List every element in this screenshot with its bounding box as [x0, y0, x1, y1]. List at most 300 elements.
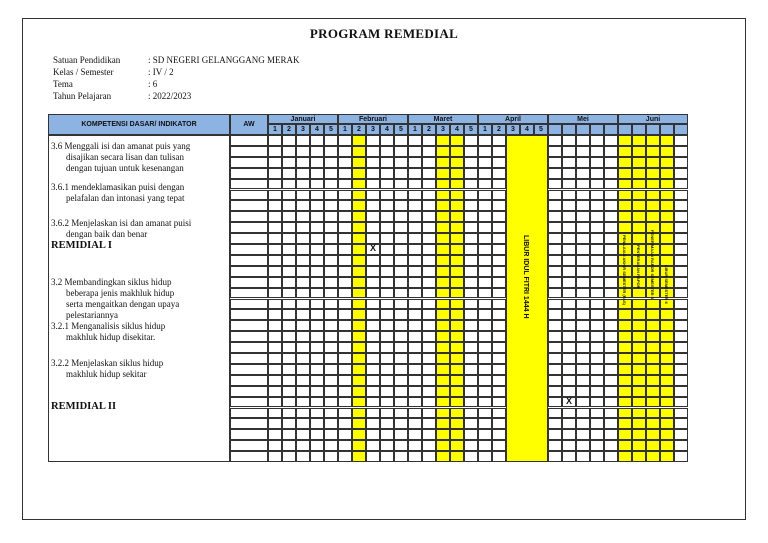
table-cell	[380, 211, 394, 222]
table-cell	[632, 299, 646, 310]
table-cell	[282, 320, 296, 331]
table-cell	[632, 233, 646, 244]
table-cell	[618, 364, 632, 375]
table-cell	[282, 168, 296, 179]
table-cell	[576, 146, 590, 157]
table-cell	[674, 157, 688, 168]
table-cell	[268, 135, 282, 146]
table-cell	[366, 375, 380, 386]
kd-line: 3.6 Menggali isi dan amanat puis yang	[51, 141, 191, 151]
table-cell	[548, 408, 562, 419]
header-week	[646, 124, 660, 135]
table-cell	[548, 440, 562, 451]
table-cell	[562, 375, 576, 386]
table-cell	[618, 331, 632, 342]
table-cell	[548, 222, 562, 233]
table-cell	[464, 190, 478, 201]
table-cell	[352, 299, 366, 310]
table-cell	[394, 244, 408, 255]
aw-cell	[230, 429, 268, 440]
remedial-table	[48, 114, 688, 462]
table-cell	[422, 200, 436, 211]
table-cell	[268, 364, 282, 375]
table-cell	[296, 386, 310, 397]
table-cell	[380, 364, 394, 375]
table-cell	[310, 408, 324, 419]
table-cell	[618, 190, 632, 201]
table-cell	[464, 233, 478, 244]
table-cell	[338, 309, 352, 320]
table-cell	[352, 233, 366, 244]
kd-line: makhluk hidup disekitar.	[66, 332, 156, 342]
table-cell	[548, 320, 562, 331]
table-cell	[450, 146, 464, 157]
table-cell	[464, 168, 478, 179]
table-cell	[436, 429, 450, 440]
table-cell	[366, 211, 380, 222]
table-cell	[324, 266, 338, 277]
table-cell	[352, 429, 366, 440]
table-cell	[408, 364, 422, 375]
table-cell	[632, 386, 646, 397]
kd-line: pelafalan dan intonasi yang tepat	[66, 193, 185, 203]
table-cell	[310, 168, 324, 179]
table-cell	[576, 277, 590, 288]
table-cell	[478, 375, 492, 386]
table-cell	[310, 353, 324, 364]
header-month-april: April	[478, 114, 548, 124]
table-cell	[548, 342, 562, 353]
table-cell	[268, 277, 282, 288]
table-cell	[324, 342, 338, 353]
table-cell	[296, 190, 310, 201]
table-cell	[268, 386, 282, 397]
table-cell	[310, 288, 324, 299]
table-cell	[464, 386, 478, 397]
table-cell	[366, 418, 380, 429]
table-cell	[646, 299, 660, 310]
table-cell	[646, 353, 660, 364]
header-week	[618, 124, 632, 135]
table-cell	[590, 429, 604, 440]
table-cell	[310, 451, 324, 462]
table-cell	[618, 440, 632, 451]
table-cell	[492, 440, 506, 451]
table-cell	[478, 168, 492, 179]
table-cell	[352, 440, 366, 451]
table-cell	[548, 157, 562, 168]
table-cell	[450, 233, 464, 244]
table-cell	[380, 451, 394, 462]
table-cell	[408, 200, 422, 211]
table-cell	[324, 168, 338, 179]
table-cell	[408, 244, 422, 255]
table-cell	[268, 233, 282, 244]
table-cell	[674, 331, 688, 342]
table-cell	[296, 200, 310, 211]
table-cell	[408, 135, 422, 146]
table-cell	[422, 222, 436, 233]
table-cell	[632, 146, 646, 157]
table-cell	[296, 353, 310, 364]
table-cell	[394, 429, 408, 440]
table-cell	[492, 157, 506, 168]
table-cell	[352, 288, 366, 299]
table-cell	[324, 397, 338, 408]
table-cell	[562, 179, 576, 190]
table-cell	[618, 418, 632, 429]
aw-cell	[230, 320, 268, 331]
table-cell	[408, 211, 422, 222]
table-cell	[380, 320, 394, 331]
table-cell	[450, 179, 464, 190]
table-cell	[366, 299, 380, 310]
table-cell	[646, 146, 660, 157]
page-title: PROGRAM REMEDIAL	[309, 26, 459, 41]
table-cell	[324, 353, 338, 364]
remedial-heading: REMIDIAL I	[51, 240, 112, 251]
table-cell	[422, 135, 436, 146]
aw-cell	[230, 277, 268, 288]
table-cell	[422, 418, 436, 429]
table-cell	[450, 386, 464, 397]
table-cell	[450, 190, 464, 201]
table-cell	[310, 309, 324, 320]
table-cell	[352, 222, 366, 233]
juni-label: PENILAIAN AKHIR SEMESTER (PAS)	[622, 235, 627, 306]
table-cell	[660, 375, 674, 386]
table-cell	[310, 418, 324, 429]
table-cell	[604, 397, 618, 408]
table-cell	[282, 222, 296, 233]
aw-cell	[230, 440, 268, 451]
aw-cell	[230, 353, 268, 364]
table-cell	[646, 309, 660, 320]
table-cell	[450, 255, 464, 266]
table-cell	[366, 288, 380, 299]
table-cell	[604, 200, 618, 211]
table-cell	[422, 309, 436, 320]
table-cell	[604, 277, 618, 288]
kd-line: beberapa jenis makhluk hidup	[66, 288, 175, 298]
table-cell	[324, 222, 338, 233]
table-cell	[296, 342, 310, 353]
table-cell	[478, 320, 492, 331]
table-cell	[674, 255, 688, 266]
table-cell	[296, 408, 310, 419]
table-cell	[604, 375, 618, 386]
table-cell	[492, 386, 506, 397]
kd-line: 3.6.2 Menjelaskan isi dan amanat puisi	[51, 218, 192, 228]
table-cell	[268, 190, 282, 201]
table-cell	[380, 440, 394, 451]
table-cell	[562, 135, 576, 146]
table-cell	[478, 179, 492, 190]
table-cell	[366, 200, 380, 211]
table-cell	[296, 168, 310, 179]
table-cell	[282, 190, 296, 201]
table-cell	[576, 331, 590, 342]
table-cell	[310, 386, 324, 397]
table-cell	[492, 353, 506, 364]
table-cell	[576, 397, 590, 408]
table-cell	[282, 342, 296, 353]
table-cell	[324, 364, 338, 375]
table-cell	[268, 429, 282, 440]
header-week: 3	[436, 124, 450, 135]
table-cell	[324, 375, 338, 386]
table-cell	[408, 266, 422, 277]
table-cell	[604, 255, 618, 266]
table-cell	[338, 244, 352, 255]
table-cell	[366, 353, 380, 364]
table-cell	[660, 222, 674, 233]
table-cell	[436, 320, 450, 331]
table-cell	[324, 299, 338, 310]
table-cell	[464, 375, 478, 386]
kd-line: disajikan secara lisan dan tulisan	[66, 152, 184, 162]
table-cell	[576, 386, 590, 397]
table-cell	[436, 353, 450, 364]
table-cell	[324, 255, 338, 266]
table-cell	[492, 429, 506, 440]
table-cell	[562, 408, 576, 419]
table-cell	[632, 364, 646, 375]
table-cell	[590, 211, 604, 222]
table-cell	[380, 309, 394, 320]
table-cell	[422, 288, 436, 299]
table-cell	[590, 277, 604, 288]
table-cell	[674, 375, 688, 386]
table-cell	[590, 342, 604, 353]
table-cell	[366, 386, 380, 397]
table-cell	[576, 200, 590, 211]
table-cell	[310, 222, 324, 233]
table-cell	[380, 179, 394, 190]
table-cell	[464, 440, 478, 451]
table-cell	[604, 320, 618, 331]
table-cell	[548, 168, 562, 179]
table-cell	[352, 146, 366, 157]
table-cell	[352, 266, 366, 277]
kd-line: pelestariannya	[66, 310, 118, 320]
table-cell	[450, 418, 464, 429]
table-cell	[646, 135, 660, 146]
table-cell	[436, 342, 450, 353]
table-cell	[548, 451, 562, 462]
table-cell	[604, 331, 618, 342]
table-cell	[408, 309, 422, 320]
table-cell	[380, 397, 394, 408]
table-cell	[604, 386, 618, 397]
table-cell	[408, 451, 422, 462]
table-cell	[478, 200, 492, 211]
table-cell	[674, 397, 688, 408]
table-cell	[548, 233, 562, 244]
table-cell	[576, 429, 590, 440]
table-cell	[352, 418, 366, 429]
table-cell	[338, 386, 352, 397]
table-cell	[478, 211, 492, 222]
table-cell	[576, 222, 590, 233]
table-cell	[674, 451, 688, 462]
table-cell	[478, 299, 492, 310]
table-cell	[604, 222, 618, 233]
table-cell	[352, 408, 366, 419]
table-cell	[394, 146, 408, 157]
table-cell	[422, 146, 436, 157]
table-cell	[548, 255, 562, 266]
table-cell	[352, 386, 366, 397]
table-cell	[674, 309, 688, 320]
table-cell	[436, 331, 450, 342]
table-cell	[492, 277, 506, 288]
table-cell	[576, 288, 590, 299]
table-cell	[632, 190, 646, 201]
table-cell	[450, 309, 464, 320]
table-cell	[268, 440, 282, 451]
table-cell	[590, 255, 604, 266]
table-cell	[618, 408, 632, 419]
table-cell	[632, 429, 646, 440]
table-cell	[338, 451, 352, 462]
table-cell	[562, 299, 576, 310]
table-cell	[478, 386, 492, 397]
table-cell	[394, 255, 408, 266]
table-cell	[548, 364, 562, 375]
table-cell	[338, 211, 352, 222]
table-cell	[576, 418, 590, 429]
table-cell	[576, 364, 590, 375]
aw-cell	[230, 200, 268, 211]
table-cell	[352, 179, 366, 190]
table-cell	[590, 386, 604, 397]
table-cell	[268, 244, 282, 255]
table-cell	[464, 364, 478, 375]
table-cell	[632, 418, 646, 429]
table-cell	[450, 342, 464, 353]
table-cell	[646, 179, 660, 190]
table-cell	[478, 288, 492, 299]
table-cell	[338, 331, 352, 342]
header-week: 3	[506, 124, 520, 135]
table-cell	[492, 233, 506, 244]
table-cell	[590, 440, 604, 451]
table-cell	[436, 418, 450, 429]
header-week	[674, 124, 688, 135]
table-cell	[324, 200, 338, 211]
table-cell	[632, 397, 646, 408]
table-cell	[352, 135, 366, 146]
table-cell	[464, 429, 478, 440]
table-cell	[618, 375, 632, 386]
table-cell	[464, 266, 478, 277]
table-cell	[380, 146, 394, 157]
table-cell	[632, 320, 646, 331]
table-cell	[394, 233, 408, 244]
table-cell	[478, 342, 492, 353]
table-cell	[436, 168, 450, 179]
table-cell	[352, 200, 366, 211]
table-cell	[632, 168, 646, 179]
table-cell	[632, 222, 646, 233]
table-cell	[310, 266, 324, 277]
table-cell	[296, 244, 310, 255]
header-week: 1	[408, 124, 422, 135]
table-cell	[464, 353, 478, 364]
table-cell	[282, 255, 296, 266]
table-cell	[618, 200, 632, 211]
header-month-juni: Juni	[618, 114, 688, 124]
table-cell	[338, 353, 352, 364]
table-cell	[282, 200, 296, 211]
table-cell	[366, 168, 380, 179]
table-cell	[660, 320, 674, 331]
header-week: 2	[492, 124, 506, 135]
aw-cell	[230, 342, 268, 353]
table-cell	[282, 418, 296, 429]
header-week: 5	[464, 124, 478, 135]
table-cell	[268, 408, 282, 419]
table-cell	[422, 299, 436, 310]
table-cell	[450, 364, 464, 375]
table-cell	[576, 211, 590, 222]
table-cell	[478, 397, 492, 408]
table-cell	[352, 320, 366, 331]
table-cell	[422, 375, 436, 386]
table-cell	[604, 179, 618, 190]
table-cell	[632, 353, 646, 364]
table-cell	[450, 277, 464, 288]
table-cell	[450, 440, 464, 451]
table-cell	[310, 179, 324, 190]
table-cell	[366, 429, 380, 440]
table-cell	[310, 397, 324, 408]
table-cell	[436, 364, 450, 375]
table-cell	[478, 233, 492, 244]
table-cell	[366, 266, 380, 277]
check-mark: X	[370, 243, 377, 253]
table-cell	[338, 200, 352, 211]
table-cell	[604, 342, 618, 353]
table-cell	[618, 353, 632, 364]
table-cell	[604, 408, 618, 419]
table-cell	[618, 168, 632, 179]
table-cell	[450, 353, 464, 364]
table-cell	[576, 233, 590, 244]
table-cell	[408, 375, 422, 386]
table-cell	[380, 222, 394, 233]
table-cell	[380, 408, 394, 419]
table-cell	[618, 320, 632, 331]
table-cell	[576, 440, 590, 451]
table-cell	[394, 386, 408, 397]
table-cell	[338, 397, 352, 408]
table-cell	[562, 233, 576, 244]
table-cell	[436, 233, 450, 244]
table-cell	[296, 233, 310, 244]
table-cell	[548, 179, 562, 190]
info-row	[53, 78, 300, 90]
table-cell	[548, 244, 562, 255]
table-cell	[590, 222, 604, 233]
table-cell	[450, 397, 464, 408]
table-cell	[310, 375, 324, 386]
table-cell	[464, 288, 478, 299]
table-cell	[352, 375, 366, 386]
table-cell	[674, 277, 688, 288]
table-cell	[394, 266, 408, 277]
